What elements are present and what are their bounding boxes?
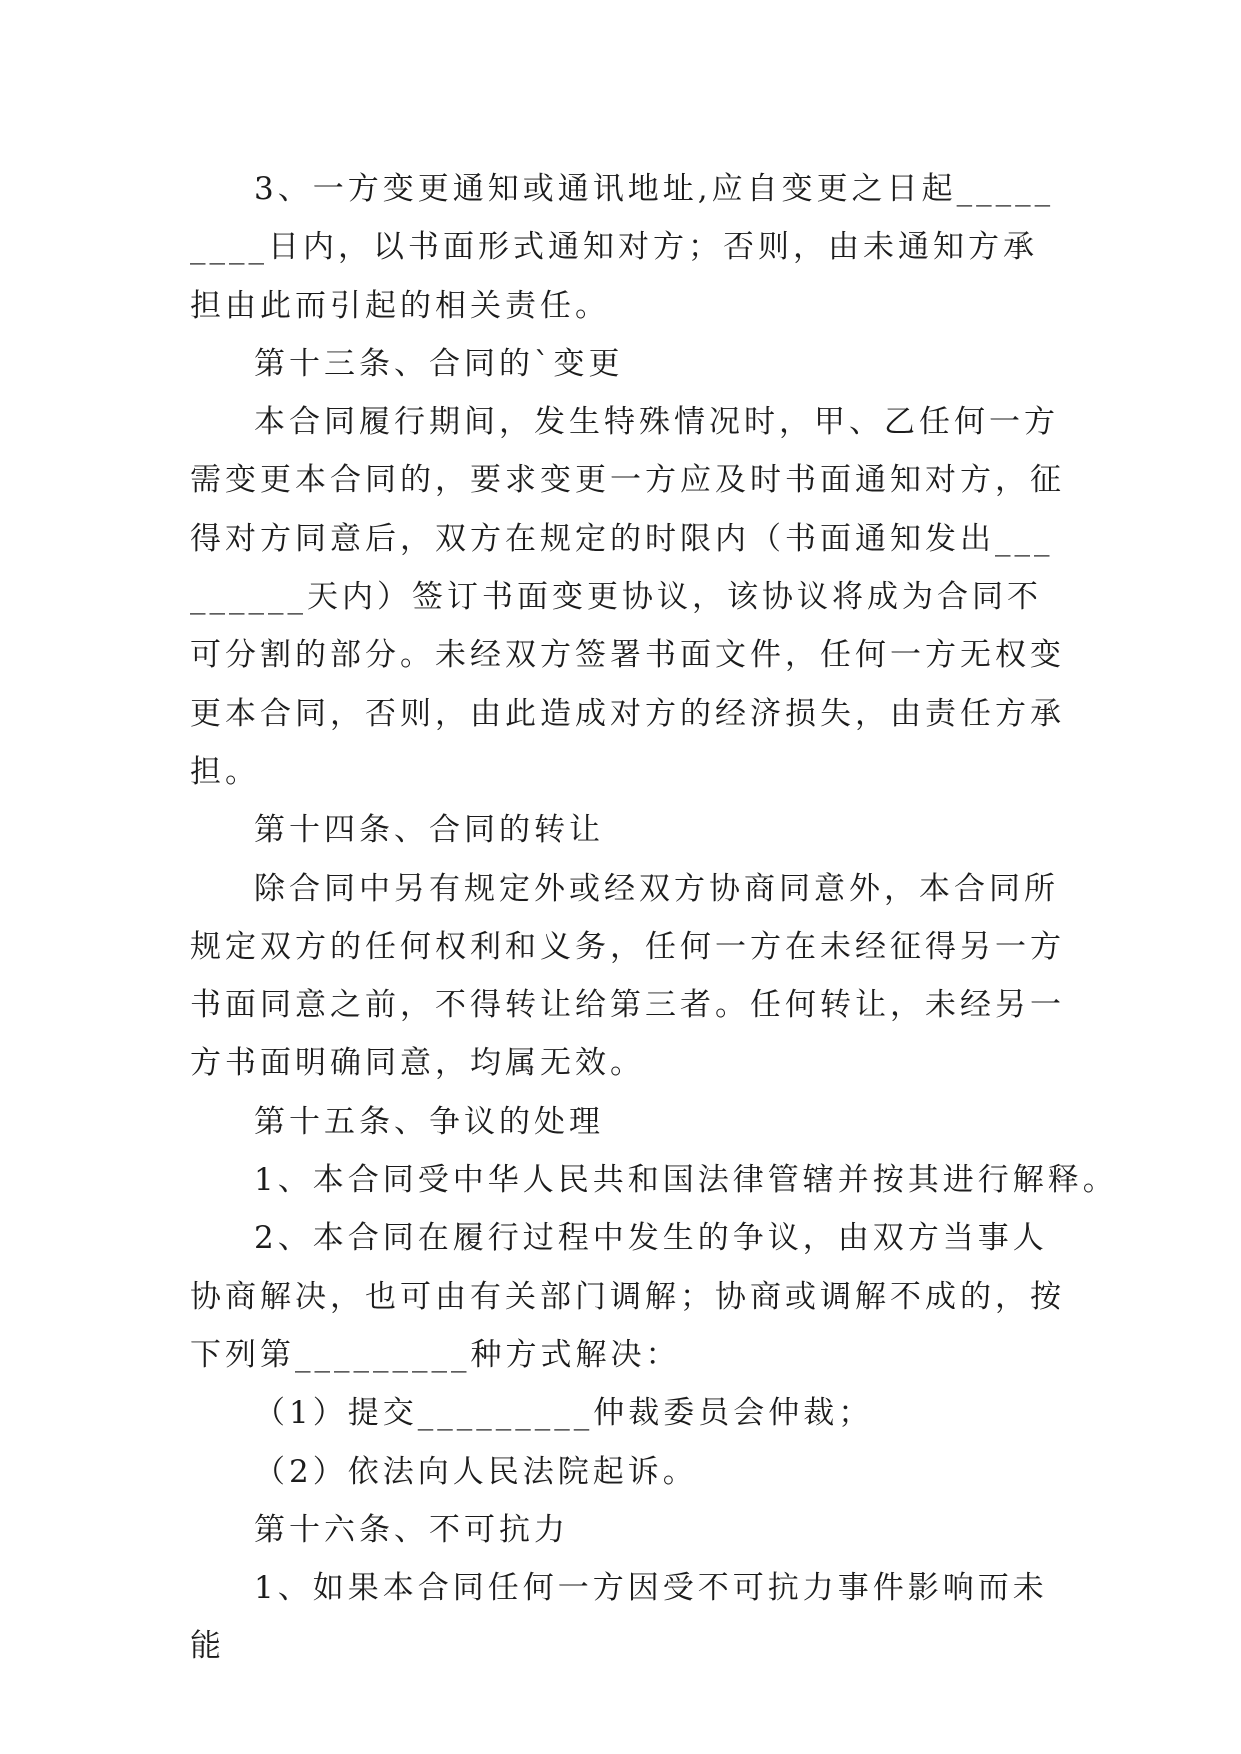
article-13-body: 本合同履行期间，发生特殊情况时，甲、乙任何一方需变更本合同的，要求变更一方应及时书面通知对方，征得对方同意后，双方在规定的时限内（书面通知发出_________天内）签订书面变更协议，该协议将成为合同不可分割的部分。未经双方签署书面文件，任何一方无权变更本合同，否则，由此造成对方的经济损失，由责任方承担。 bbox=[190, 404, 1065, 790]
article-16-heading: 第十六条、不可抗力 bbox=[254, 1511, 569, 1548]
article-15-item-1: 1、本合同受中华人民共和国法律管辖并按其进行解释。 bbox=[254, 1162, 1118, 1199]
article-13-heading: 第十三条、合同的`变更 bbox=[254, 345, 624, 382]
article-15-option-1: （1）提交_________仲裁委员会仲裁； bbox=[254, 1395, 874, 1432]
article-14-heading: 第十四条、合同的转让 bbox=[254, 812, 604, 849]
document-body bbox=[190, 160, 1118, 1676]
article-14-body: 除合同中另有规定外或经双方协商同意外，本合同所规定双方的任何权利和义务，任何一方在未经征得另一方书面同意之前，不得转让给第三者。任何转让，未经另一方书面明确同意，均属无效。 bbox=[190, 870, 1065, 1082]
article-15-item-2: 2、本合同在履行过程中发生的争议，由双方当事人协商解决，也可由有关部门调解；协商或调解不成的，按下列第_________种方式解决： bbox=[190, 1220, 1065, 1373]
article-16-item-1: 1、如果本合同任何一方因受不可抗力事件影响而未能 bbox=[190, 1570, 1048, 1665]
clause-12-item-3: 3、一方变更通知或通讯地址,应自变更之日起_________日内，以书面形式通知对方；否则，由未通知方承担由此而引起的相关责任。 bbox=[190, 171, 1055, 324]
article-15-option-2: （2）依法向人民法院起诉。 bbox=[254, 1453, 698, 1490]
article-15-heading: 第十五条、争议的处理 bbox=[254, 1103, 604, 1140]
